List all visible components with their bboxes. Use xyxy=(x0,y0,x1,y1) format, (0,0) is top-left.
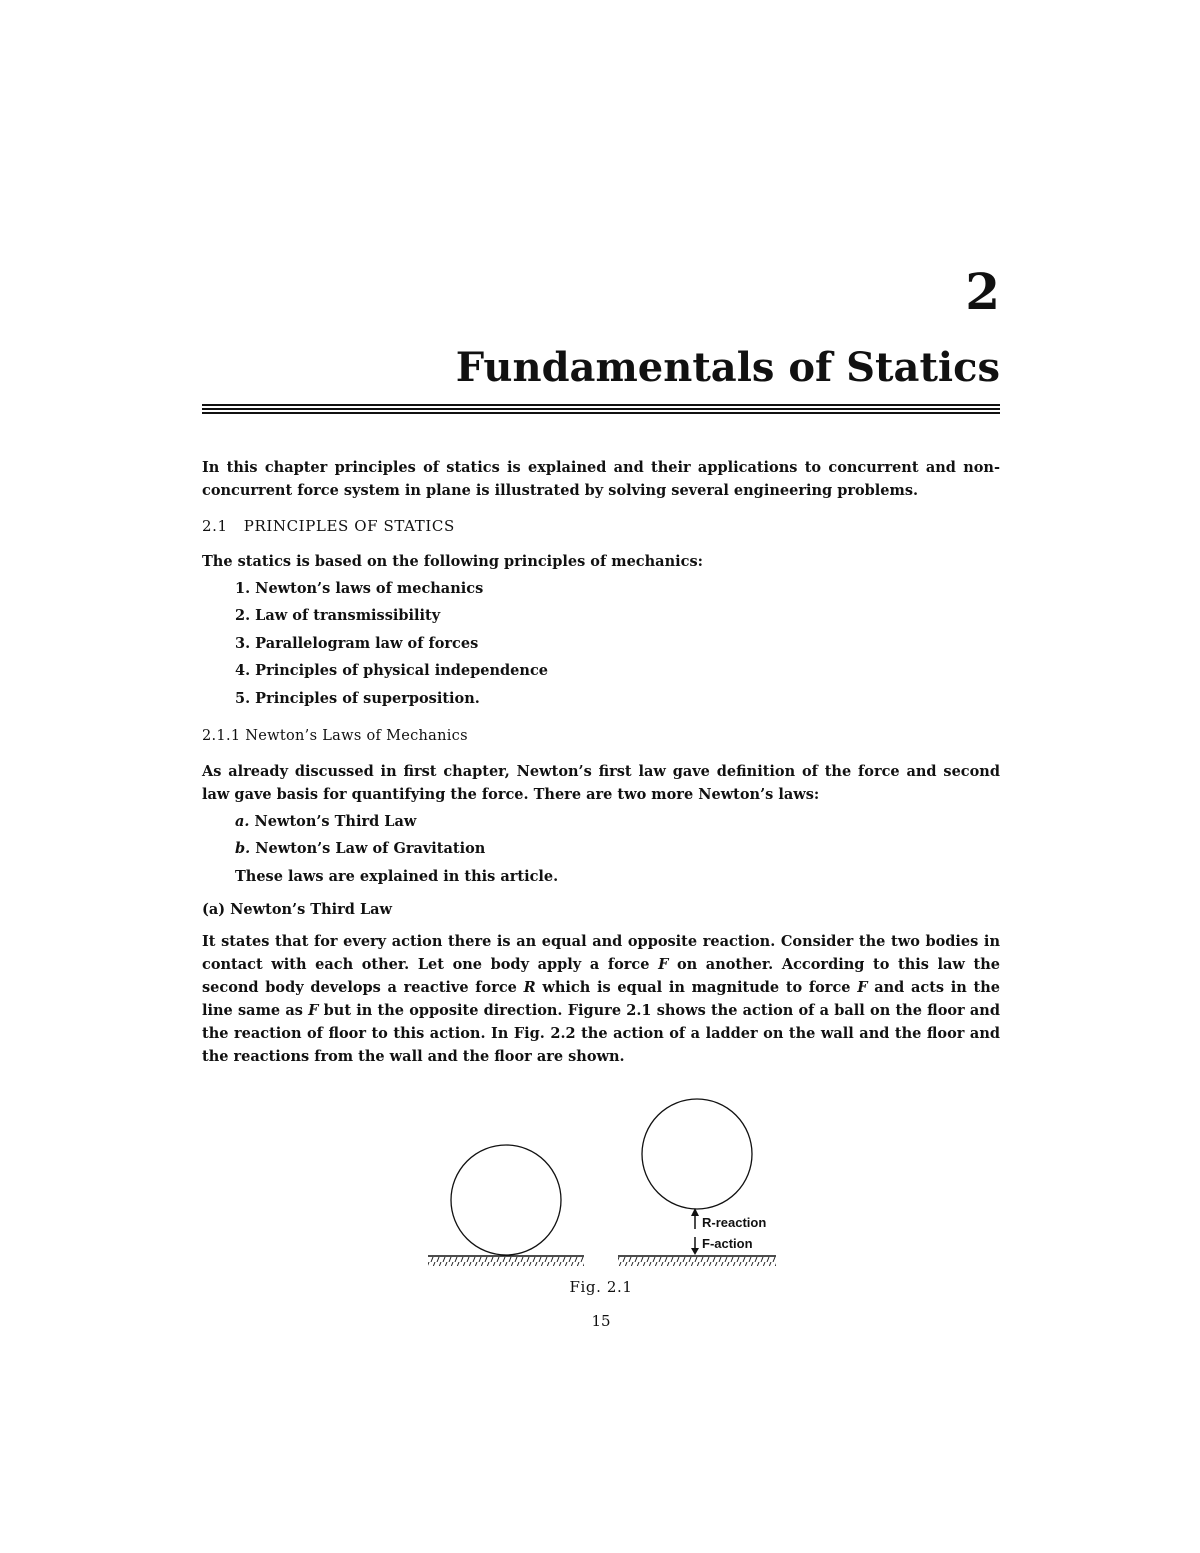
list-letter: b. xyxy=(235,840,251,858)
page-number: 15 xyxy=(591,1312,611,1330)
text-run: It states that for every action there is an equal and opposite reaction. Consider the two bodies in contact with each other. Let one body apply a force xyxy=(202,933,1000,974)
list-item: 2. Law of transmissibility xyxy=(235,607,441,625)
floor-right-hatch xyxy=(618,1257,776,1266)
third-law-paragraph xyxy=(202,930,1000,1068)
variable-r: R xyxy=(523,979,536,997)
text-run: on another. According to this law the second body develops a reactive force xyxy=(202,956,1000,997)
figure-caption: Fig. 2.1 xyxy=(569,1278,633,1296)
body-text xyxy=(202,456,1000,1068)
title-rule xyxy=(202,404,1000,414)
chapter-title: Fundamentals of Statics xyxy=(455,344,1000,391)
page xyxy=(202,0,1000,1553)
newton-paragraph: As already discussed in first chapter, Newton’s first law gave definition of the force and second law gave basis for quantifying the force. There are two more Newton’s laws: xyxy=(202,763,1000,804)
text-run: and acts in the line same as xyxy=(202,979,1000,1020)
list-item: 1. Newton’s laws of mechanics xyxy=(235,580,484,597)
list-text: Newton’s Law of Gravitation xyxy=(250,840,486,858)
laws-note: These laws are explained in this article. xyxy=(235,867,559,885)
action-label: F-action xyxy=(702,1236,753,1251)
ball-right xyxy=(642,1099,752,1209)
reaction-label: R-reaction xyxy=(702,1215,767,1230)
action-arrow-head xyxy=(691,1248,699,1255)
floor-left-hatch xyxy=(428,1257,584,1266)
list-item: 5. Principles of superposition. xyxy=(235,689,480,707)
text-run: but in the opposite direction. Figure 2.1 shows the action of a ball on the floor and the reaction of floor to this action. In Fig. 2.2 the action of a ladder on the wall and the floor and the reactions from the wall and the floor are shown. xyxy=(202,1002,1000,1066)
ball-left xyxy=(451,1145,561,1255)
figure-2-1 xyxy=(202,1092,1000,1282)
list-text: Newton’s Third Law xyxy=(249,813,417,831)
ball-floor-diagram xyxy=(202,1092,1000,1282)
section-lead: The statics is based on the following principles of mechanics: xyxy=(202,553,703,570)
principles-list xyxy=(202,575,1000,712)
subsection-heading-2-1-1: 2.1.1 Newton’s Laws of Mechanics xyxy=(202,728,468,745)
list-item: 4. Principles of physical independence xyxy=(235,662,548,680)
chapter-number: 2 xyxy=(965,262,1000,321)
variable-f: F xyxy=(857,979,868,997)
text-run: which is equal in magnitude to force xyxy=(535,979,858,997)
list-item xyxy=(235,808,1000,835)
list-letter: a. xyxy=(235,813,250,831)
list-item: 3. Parallelogram law of forces xyxy=(235,634,479,652)
variable-f: F xyxy=(658,956,669,974)
section-heading-2-1: 2.1 PRINCIPLES OF STATICS xyxy=(202,517,455,535)
newton-laws-list xyxy=(202,808,1000,863)
variable-f: F xyxy=(308,1002,319,1020)
intro-paragraph: In this chapter principles of statics is explained and their applications to concurrent and non-concurrent force system in plane is illustrated by solving several engineering problems. xyxy=(202,459,1000,499)
third-law-heading: (a) Newton’s Third Law xyxy=(202,901,393,919)
list-item xyxy=(235,835,1000,862)
